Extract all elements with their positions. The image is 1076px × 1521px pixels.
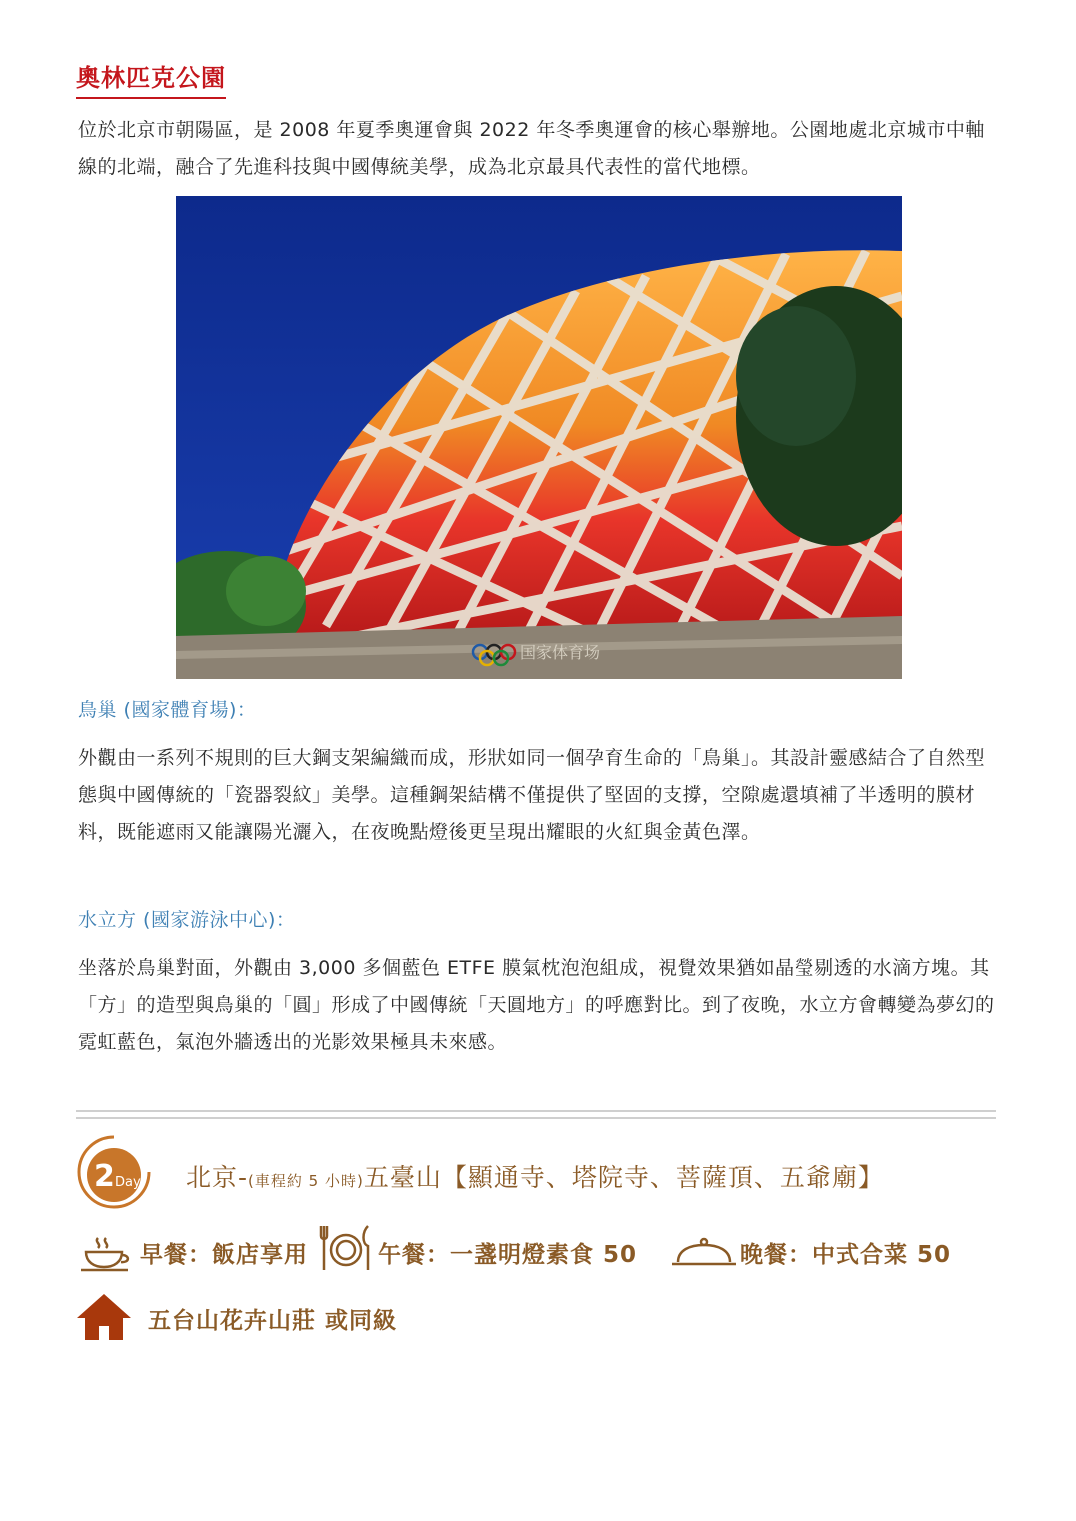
section-divider bbox=[76, 1110, 996, 1119]
water-cube-heading: 水立方 (國家游泳中心)： bbox=[78, 909, 296, 931]
section-title: 奧林匹克公園 bbox=[76, 58, 226, 99]
house-icon bbox=[76, 1292, 132, 1342]
intro-paragraph: 位於北京市朝陽區，是 2008 年夏季奧運會與 2022 年冬季奧運會的核心舉辦地。公園地處北京城市中軸線的北端，融合了先進科技與中國傳統美學，成為北京最具代表性的當代地標。 bbox=[78, 119, 985, 178]
route-start: 北京- bbox=[186, 1163, 249, 1192]
route-destination: 五臺山【顯通寺、塔院寺、菩薩頂、五爺廟】 bbox=[363, 1163, 884, 1192]
plate-cutlery-icon bbox=[318, 1222, 376, 1274]
photo-sign-text: 国家体育场 bbox=[520, 643, 601, 662]
day-route bbox=[186, 1158, 884, 1194]
birds-nest-heading: 鳥巢 (國家體育場)： bbox=[78, 699, 257, 721]
lunch-info: 午餐：一盞明燈素食 50 bbox=[378, 1242, 638, 1268]
route-note: (車程約 5 小時) bbox=[248, 1172, 364, 1190]
cloche-icon bbox=[670, 1236, 738, 1270]
coffee-cup-icon bbox=[78, 1234, 134, 1274]
day-badge-label: Day bbox=[115, 1175, 141, 1190]
hotel-info: 五台山花卉山莊 或同級 bbox=[148, 1308, 398, 1334]
dinner-info: 晚餐：中式合菜 50 bbox=[740, 1242, 952, 1268]
breakfast-info: 早餐：飯店享用 bbox=[140, 1242, 308, 1268]
day-badge-number: 2 bbox=[94, 1159, 115, 1194]
birds-nest-photo bbox=[176, 196, 902, 679]
water-cube-paragraph: 坐落於鳥巢對面，外觀由 3,000 多個藍色 ETFE 膜氣枕泡泡組成，視覺效果猶如晶瑩剔透的水滴方塊。其「方」的造型與鳥巢的「圓」形成了中國傳統「天圓地方」的呼應對比。到了夜晚，水立方會轉變為夢幻的霓虹藍色，氣泡外牆透出的光影效果極具未來感。 bbox=[78, 957, 995, 1053]
birds-nest-paragraph: 外觀由一系列不規則的巨大鋼支架編織而成，形狀如同一個孕育生命的「鳥巢」。其設計靈感結合了自然型態與中國傳統的「瓷器裂紋」美學。這種鋼架結構不僅提供了堅固的支撐，空隙處還填補了半透明的膜材料，既能遮雨又能讓陽光灑入，在夜晚點燈後更呈現出耀眼的火紅與金黃色澤。 bbox=[78, 747, 986, 843]
day-badge bbox=[76, 1134, 152, 1210]
